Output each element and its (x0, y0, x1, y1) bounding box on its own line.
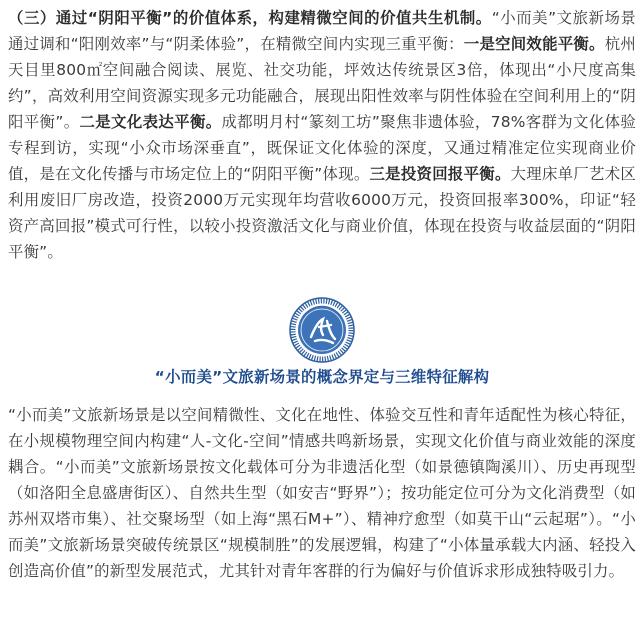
institute-seal-icon (289, 297, 355, 363)
paragraph-text: 大理床单厂艺术区利用废旧厂房改造，投资2000万元实现年均营收6000万元，投资回报率300%，印证“轻资产高回报”模式可行性，以较小投资激活文化与商业价值，体现在投资与收益层面的“阴阳平衡”。 (8, 165, 636, 261)
paragraph-text: 杭州天目里800㎡空间融合阅读、展览、社交功能，坪效达传统景区3倍，体现出“小尺度高集约”，高效利用空间资源实现多元功能融合，展现出阳性效率与阴性体验在空间利用上的“阴阳平衡”。 (8, 35, 636, 131)
point-three-label: 三是投资回报平衡。 (369, 165, 511, 183)
section-paragraph-definition (8, 402, 636, 584)
paragraph-text: 成都明月村“篆刻工坊”聚焦非遗体验，78%客群为文化体验专程到访，实现“小众市场深垂直”，既保证文化体验的深度，又通过精准定位实现商业价值，是在文化传播与市场定位上的“阴阳平衡”体现。 (8, 113, 636, 183)
paragraph-text: “小而美”文旅新场景通过调和“阳刚效率”与“阴柔体验”，在精微空间内实现三重平衡： (8, 9, 636, 53)
section-paragraph-balance (8, 5, 636, 265)
point-one-label: 一是空间效能平衡。 (463, 35, 605, 53)
section-title: “小而美”文旅新场景的概念界定与三维特征解构 (154, 368, 490, 386)
paragraph-text: “小而美”文旅新场景是以空间精微性、文化在地性、体验交互性和青年适配性为核心特征，在小规模物理空间内构建“人-文化-空间”情感共鸣新场景，实现文化价值与商业效能的深度耦合。“小而美”文旅新场景按文化载体可分为非遗活化型（如景德镇陶溪川）、历史再现型（如洛阳全息盛唐街区）、自然共生型（如安吉“野界”）；按功能定位可分为文化消费型（如苏州双塔市集）、社交聚场型（如上海“黑石M+”）、精神疗愈型（如莫干山“云起琚”）。“小而美”文旅新场景突破传统景区“规模制胜”的发展逻辑，构建了“小体量承载大内涵、轻投入创造高价值”的新型发展范式，尤其针对青年客群的行为偏好与价值诉求形成独特吸引力。 (8, 406, 636, 580)
section-heading: （三）通过“阴阳平衡”的价值体系，构建精微空间的价值共生机制。 (8, 9, 492, 27)
point-two-label: 二是文化表达平衡。 (79, 113, 222, 131)
